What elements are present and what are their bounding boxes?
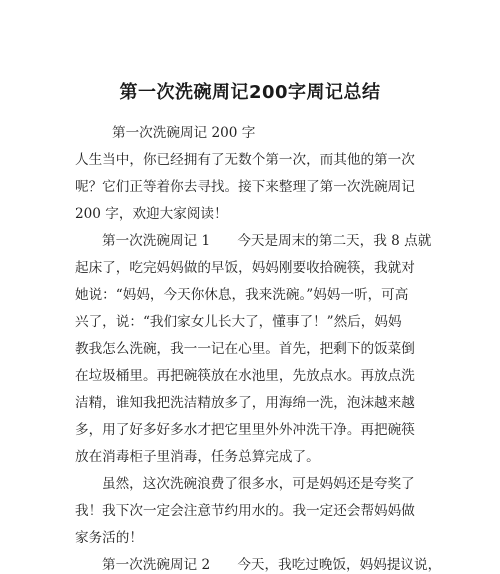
paragraph-line: 虽然，这次洗碗浪费了很多水，可是妈妈还是夸奖了	[102, 476, 415, 492]
paragraph-line: 人生当中，你已经拥有了无数个第一次，而其他的第一次	[75, 152, 415, 168]
paragraph-line: 在垃圾桶里。再把碗筷放在水池里，先放点水。再放点洗	[75, 368, 415, 384]
paragraph-line: 第一次洗碗周记 1 今天是周末的第二天，我 8 点就	[102, 233, 432, 249]
paragraph-line: 兴了，说：“我们家女儿长大了，懂事了！”然后，妈妈	[75, 314, 402, 330]
paragraph-line: 放在消毒柜子里消毒，任务总算完成了。	[75, 449, 320, 465]
paragraph-line: 家务活的！	[75, 530, 143, 546]
paragraph-line: 洁精，谁知我把洗洁精放多了，用海绵一洗，泡沫越来越	[75, 395, 415, 411]
paragraph-line: 200 字，欢迎大家阅读！	[75, 206, 228, 222]
paragraph-line: 她说：“妈妈，今天你休息，我来洗碗。”妈妈一听，可高	[75, 287, 409, 303]
paragraph-line: 我！我下次一定会注意节约用水的。我一定还会帮妈妈做	[75, 503, 415, 519]
subtitle-line: 第一次洗碗周记 200 字	[112, 125, 256, 141]
paragraph-line: 起床了，吃完妈妈做的早饭，妈妈刚要收拾碗筷，我就对	[75, 260, 415, 276]
paragraph-line: 多，用了好多好多水才把它里里外外冲洗干净。再把碗筷	[75, 422, 415, 438]
paragraph-line: 呢？它们正等着你去寻找。接下来整理了第一次洗碗周记	[75, 179, 415, 195]
page-title: 第一次洗碗周记200字周记总结	[119, 82, 381, 103]
paragraph-line: 教我怎么洗碗，我一一记在心里。首先，把剩下的饭菜倒	[75, 341, 415, 357]
paragraph-line: 第一次洗碗周记 2 今天，我吃过晚饭，妈妈提议说，	[102, 557, 442, 573]
